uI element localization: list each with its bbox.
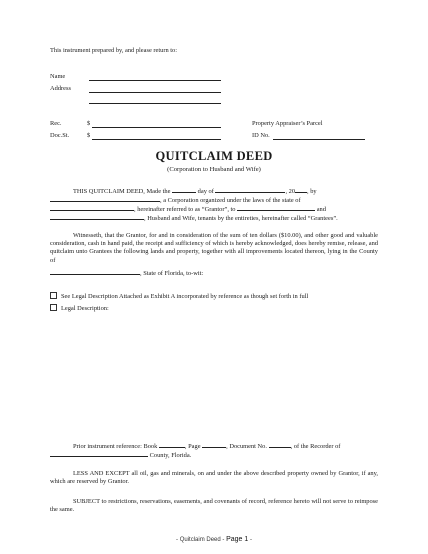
para1-year-prefix: , 20 [285, 188, 296, 195]
name-label: Name [50, 73, 66, 80]
prior-line2 [50, 450, 191, 460]
grantee-2-field[interactable] [50, 213, 144, 220]
prior-docno-text: , Document No. [226, 443, 267, 450]
docst-field[interactable] [92, 133, 221, 140]
document-subtitle: (Corporation to Husband and Wife) [167, 166, 261, 173]
legal-description-checkbox[interactable] [50, 304, 57, 311]
id-label: ID No. [252, 132, 270, 139]
legal-description-area[interactable] [120, 314, 378, 434]
prior-county-text: County, Florida. [149, 452, 192, 459]
rec-field[interactable] [92, 121, 221, 128]
para1-made-text: THIS QUITCLAIM DEED, Made the [73, 188, 171, 195]
page-field[interactable] [202, 441, 226, 448]
parcel-id-field[interactable] [273, 133, 365, 140]
recorder-county-field[interactable] [50, 450, 148, 457]
document-title: QUITCLAIM DEED [155, 149, 273, 163]
legal-description-option[interactable] [50, 304, 109, 313]
rec-label: Rec. [50, 120, 62, 127]
address-label: Address [50, 85, 71, 92]
subject-to-paragraph: SUBJECT to restrictions, reservations, easements, and covenants of record, reference hereto will not serve to reimpose the same. [50, 498, 378, 514]
grantor-state-field[interactable] [50, 204, 134, 211]
state-of-florida-text: , State of Florida, to-wit: [140, 270, 204, 277]
witnesseth-text: Witnesseth, that the Grantor, for and in consideration of the sum of ten dollars ($10.00), and other good and valuable consideration, cash in hand paid, the receipt and sufficiency of which is hereby acknowledged, does hereby remise, release, and quitclaim unto Grantees the following lands and property, together with all improvements located thereon, lying in the County of [50, 232, 378, 264]
year-field[interactable] [295, 186, 307, 193]
witnesseth-paragraph [50, 232, 378, 265]
document-number-field[interactable] [269, 441, 291, 448]
prior-page-text: , Page [184, 443, 201, 450]
grantor-corporation-field[interactable] [50, 195, 160, 202]
exhibit-option[interactable] [50, 292, 308, 301]
para1-grantor-text: , hereinafter referred to as “Grantor”, to [134, 206, 236, 213]
footer-page-number: Page 1 [226, 536, 249, 543]
month-field[interactable] [215, 186, 285, 193]
prior-recorder-text: , of the Recorder of [290, 443, 341, 450]
para1-line4 [50, 213, 378, 223]
name-field[interactable] [89, 74, 221, 81]
county-field[interactable] [50, 268, 140, 275]
day-field[interactable] [172, 186, 196, 193]
book-field[interactable] [159, 441, 185, 448]
address-field-line-2[interactable] [89, 97, 221, 104]
footer-dash: - [249, 537, 252, 543]
exhibit-label: See Legal Description Attached as Exhibit A incorporated by reference as though set forth in full [61, 293, 309, 300]
para1-dayof-text: day of [197, 188, 214, 195]
footer-label: - Quitclaim Deed - [176, 537, 225, 543]
parcel-label: Property Appraiser’s Parcel [252, 120, 323, 127]
page-footer [0, 536, 428, 544]
para1-corporation-text: , a Corporation organized under the laws of the state of [160, 197, 301, 204]
exhibit-checkbox[interactable] [50, 292, 57, 299]
less-and-except-paragraph: LESS AND EXCEPT all oil, gas and minerals, on and under the above described property owned by Grantor, if any, which are reserved by Grantor. [50, 470, 378, 486]
prior-book-text: Prior instrument reference: Book [73, 443, 158, 450]
para1-grantees-text: , Husband and Wife, tenants by the entireties, hereinafter called “Grantees”. [144, 215, 338, 222]
prepared-by-text: This instrument prepared by, and please return to: [50, 47, 178, 54]
para1-by-text: , by [307, 188, 317, 195]
county-line [50, 268, 378, 278]
address-field-line-1[interactable] [89, 86, 221, 93]
docst-currency: $ [87, 132, 91, 139]
grantee-1-field[interactable] [237, 204, 315, 211]
rec-currency: $ [87, 120, 91, 127]
docst-label: Doc.St. [50, 132, 70, 139]
legal-description-label: Legal Description: [61, 305, 109, 312]
para1-and-text: and [316, 206, 326, 213]
